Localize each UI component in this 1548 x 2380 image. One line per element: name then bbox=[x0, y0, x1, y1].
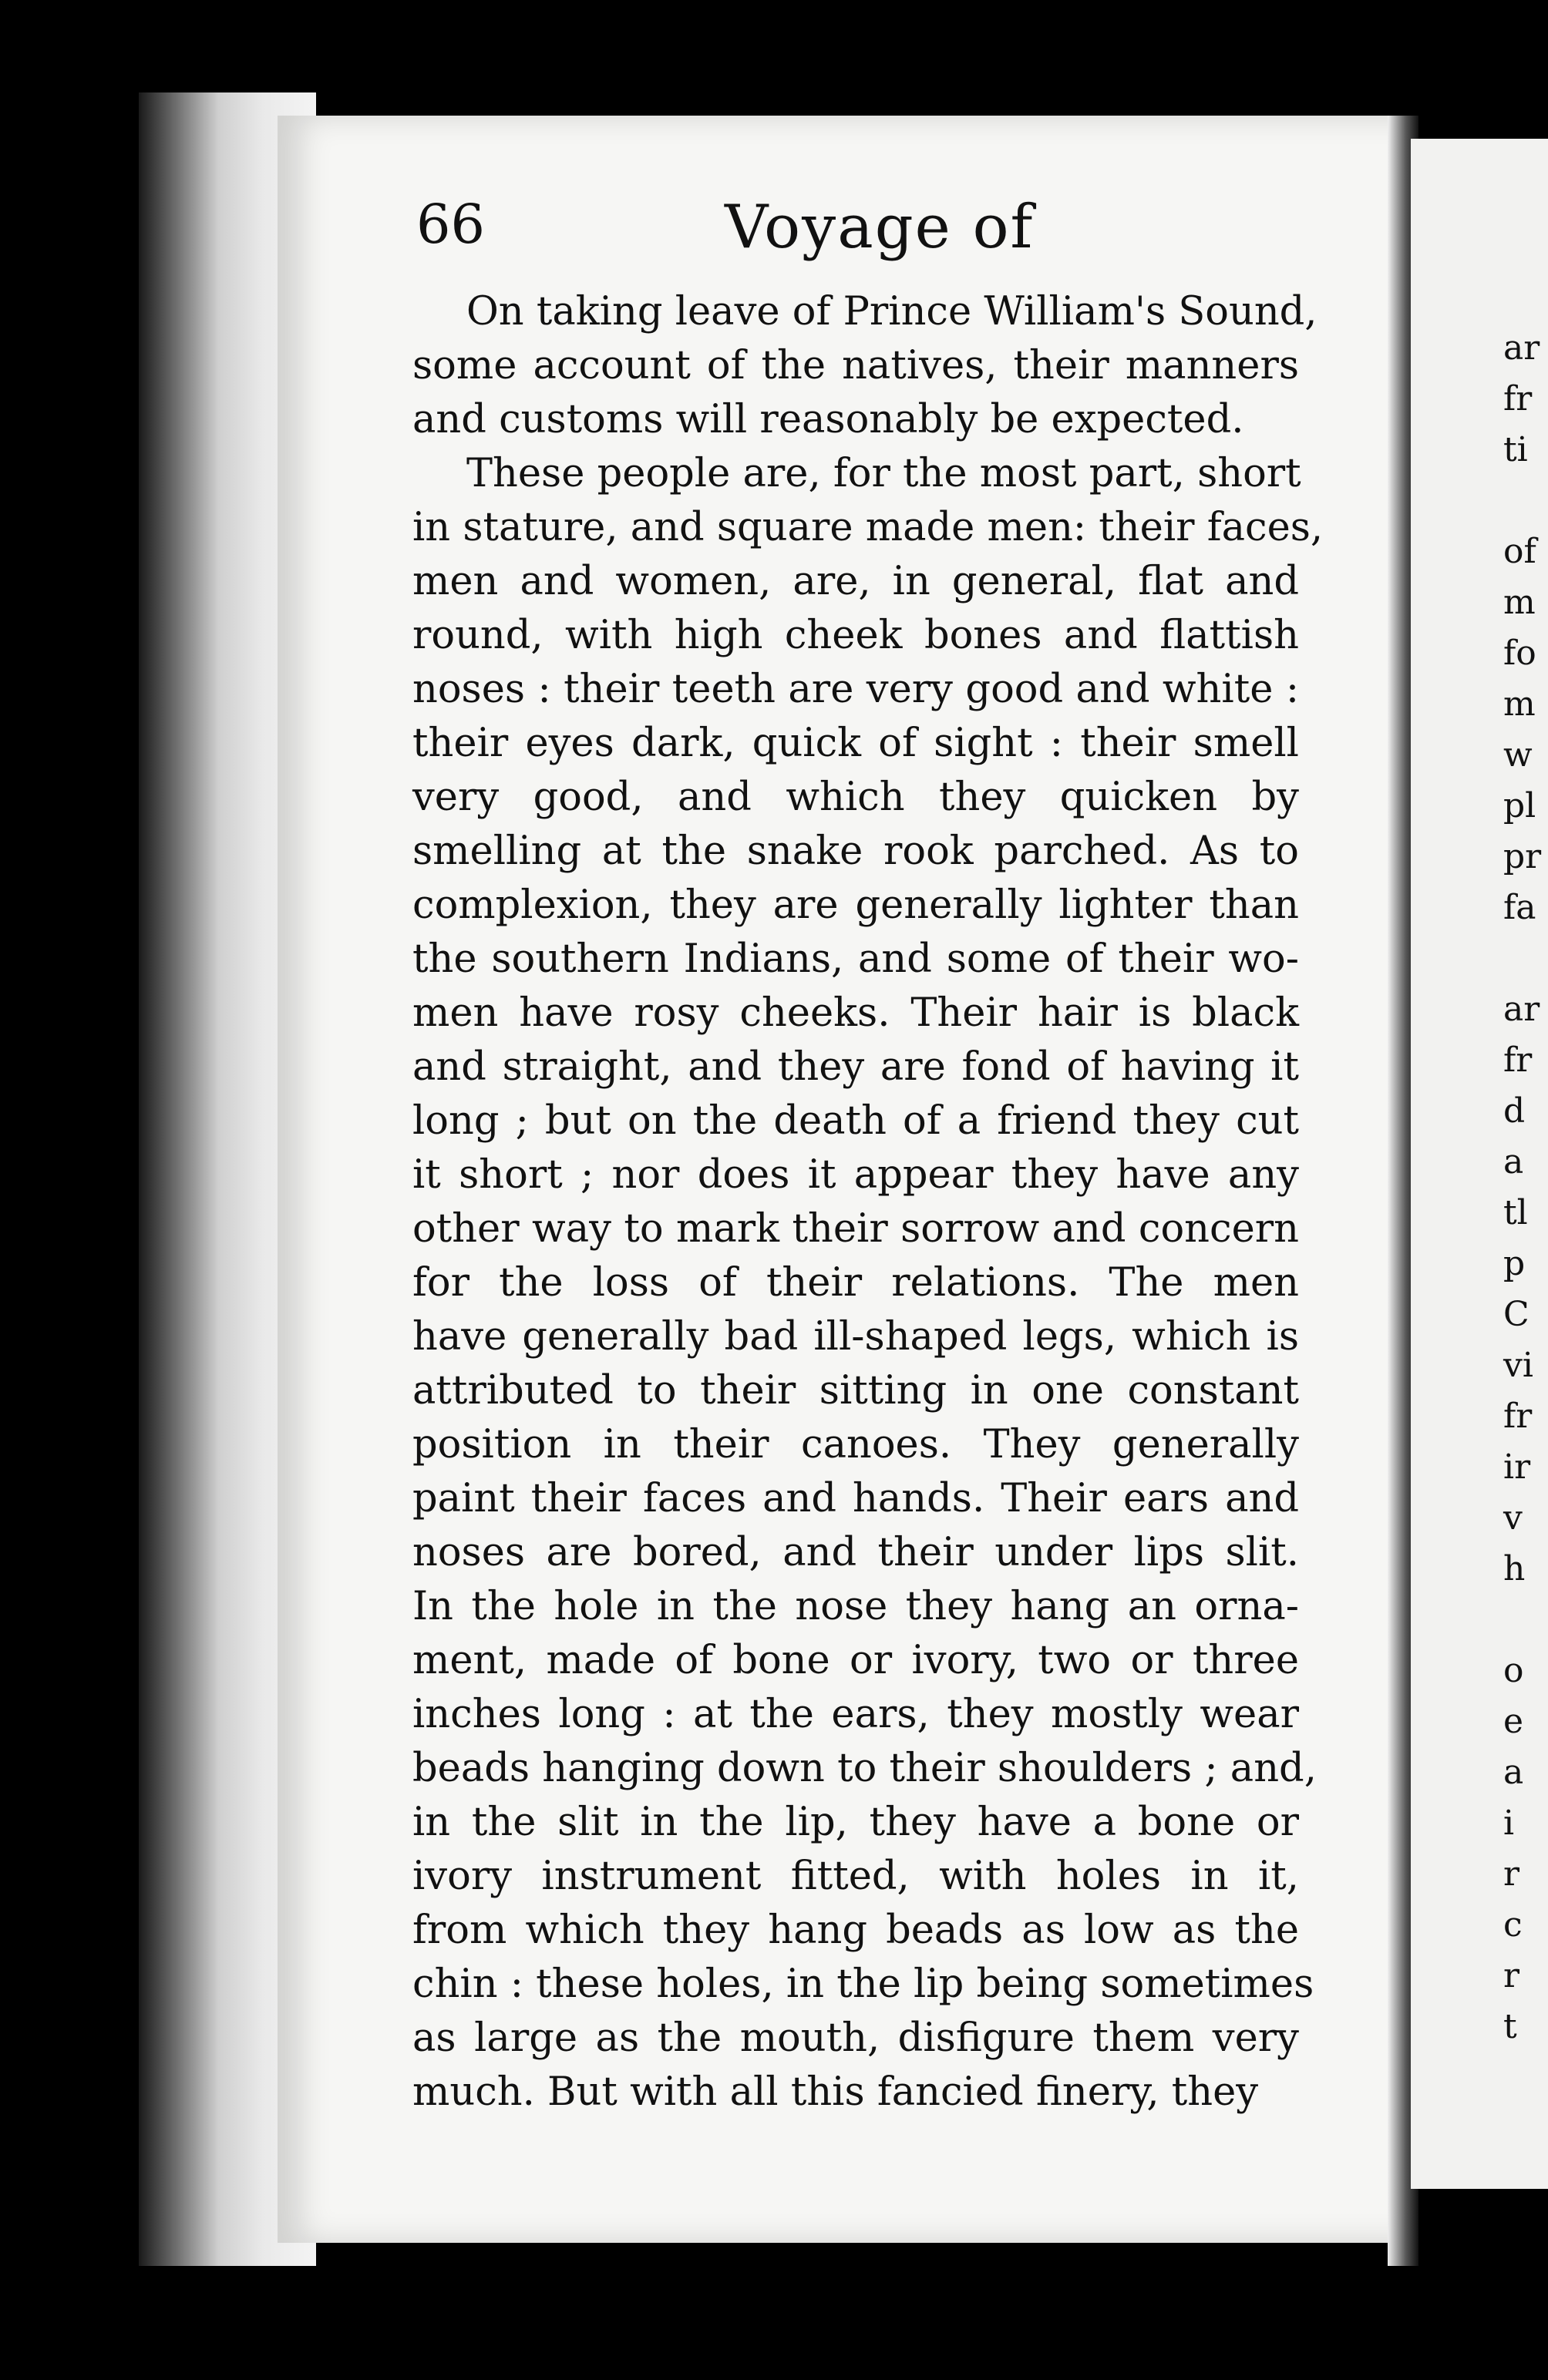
text-line: inches long : at the ears, they mostly wear bbox=[412, 1692, 1299, 1737]
facing-page-fragment: m bbox=[1503, 583, 1536, 622]
facing-page-fragment: C bbox=[1503, 1295, 1529, 1334]
text-line: ment, made of bone or ivory, two or three bbox=[412, 1638, 1299, 1683]
text-line: beads hanging down to their shoulders ; and, bbox=[412, 1746, 1317, 1791]
text-line: ivory instrument fitted, with holes in it, bbox=[412, 1854, 1299, 1899]
text-line: from which they hang beads as low as the bbox=[412, 1908, 1299, 1953]
facing-page-fragment: p bbox=[1503, 1244, 1526, 1283]
facing-page-fragment: a bbox=[1503, 1142, 1524, 1182]
facing-page-fragment: ar bbox=[1503, 990, 1540, 1029]
text-line: men and women, are, in general, flat and bbox=[412, 559, 1299, 604]
facing-page-fragment: vi bbox=[1503, 1346, 1533, 1385]
facing-page-fragment: m bbox=[1503, 684, 1536, 724]
text-line: as large as the mouth, disfigure them very bbox=[412, 2015, 1299, 2061]
text-line: position in their canoes. They generally bbox=[412, 1422, 1299, 1467]
text-line: These people are, for the most part, short bbox=[466, 451, 1301, 496]
text-line: chin : these holes, in the lip being sometimes bbox=[412, 1961, 1314, 2007]
text-line: some account of the natives, their manners bbox=[412, 343, 1299, 388]
text-line: noses are bored, and their under lips slit. bbox=[412, 1530, 1299, 1575]
text-line: it short ; nor does it appear they have any bbox=[412, 1152, 1299, 1198]
facing-page-fragment: fa bbox=[1503, 888, 1536, 927]
text-line: other way to mark their sorrow and concern bbox=[412, 1206, 1299, 1252]
facing-page-fragment: pl bbox=[1503, 786, 1536, 825]
text-line: On taking leave of Prince William's Sound, bbox=[466, 289, 1317, 334]
text-line: complexion, they are generally lighter than bbox=[412, 882, 1299, 928]
body-text bbox=[412, 285, 1324, 2119]
text-line: and straight, and they are fond of having it bbox=[412, 1044, 1299, 1090]
page-number: 66 bbox=[416, 193, 486, 256]
facing-page-fragment: r bbox=[1503, 1956, 1520, 1995]
facing-page-fragment: c bbox=[1503, 1905, 1523, 1945]
facing-page-fragment: a bbox=[1503, 1753, 1524, 1792]
text-line: attributed to their sitting in one constant bbox=[412, 1368, 1299, 1414]
text-line: the southern Indians, and some of their wo- bbox=[412, 936, 1299, 982]
text-line: men have rosy cheeks. Their hair is black bbox=[412, 990, 1299, 1036]
text-line: smelling at the snake rook parched. As to bbox=[412, 829, 1299, 874]
text-line: very good, and which they quicken by bbox=[412, 775, 1299, 820]
facing-page-fragment: e bbox=[1503, 1702, 1524, 1741]
facing-page-fragment: i bbox=[1503, 1803, 1515, 1843]
facing-page-fragment: ar bbox=[1503, 328, 1540, 368]
text-line: in stature, and square made men: their faces, bbox=[412, 505, 1324, 550]
text-line: round, with high cheek bones and flattish bbox=[412, 613, 1299, 658]
facing-page-fragment: r bbox=[1503, 1854, 1520, 1894]
facing-page-fragment: t bbox=[1503, 2007, 1517, 2046]
text-line: noses : their teeth are very good and white : bbox=[412, 667, 1299, 712]
facing-page-fragment: o bbox=[1503, 1651, 1524, 1690]
facing-page-fragment: fr bbox=[1503, 379, 1533, 419]
text-line: their eyes dark, quick of sight : their smell bbox=[412, 721, 1299, 766]
facing-page-fragment: fr bbox=[1503, 1397, 1533, 1436]
facing-page-fragment: fo bbox=[1503, 634, 1536, 673]
text-line: for the loss of their relations. The men bbox=[412, 1260, 1299, 1306]
page-header bbox=[416, 193, 1280, 270]
facing-page-fragments bbox=[1503, 324, 1548, 2053]
facing-page-fragment: v bbox=[1503, 1498, 1523, 1538]
facing-page-fragment bbox=[1503, 934, 1548, 985]
text-line: In the hole in the nose they hang an orna- bbox=[412, 1584, 1299, 1629]
text-line: long ; but on the death of a friend they cut bbox=[412, 1098, 1299, 1144]
facing-page-fragment: tl bbox=[1503, 1193, 1528, 1232]
facing-page-fragment: fr bbox=[1503, 1040, 1533, 1080]
text-line: in the slit in the lip, they have a bone or bbox=[412, 1800, 1299, 1845]
facing-page-fragment: pr bbox=[1503, 837, 1542, 876]
text-line: paint their faces and hands. Their ears and bbox=[412, 1476, 1299, 1521]
facing-page-fragment: of bbox=[1503, 532, 1536, 571]
text-line: much. But with all this fancied finery, they bbox=[412, 2069, 1259, 2115]
facing-page-fragment: ti bbox=[1503, 430, 1528, 469]
facing-page-fragment: ir bbox=[1503, 1447, 1531, 1487]
text-line: have generally bad ill-shaped legs, which is bbox=[412, 1314, 1299, 1360]
facing-page-fragment: d bbox=[1503, 1091, 1526, 1131]
facing-page-fragment bbox=[1503, 1595, 1548, 1646]
text-line: and customs will reasonably be expected. bbox=[412, 397, 1244, 442]
running-title: Voyage of bbox=[725, 193, 1035, 262]
facing-page-fragment bbox=[1503, 476, 1548, 527]
facing-page-fragment: h bbox=[1503, 1549, 1526, 1588]
facing-page-fragment: w bbox=[1503, 735, 1533, 775]
